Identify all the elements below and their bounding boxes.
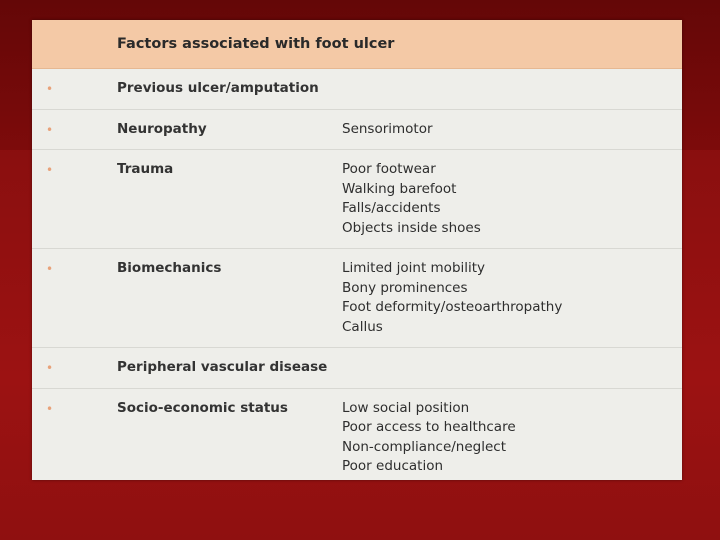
bullet-icon: • — [46, 163, 54, 177]
detail-item: Bony prominences — [342, 279, 468, 296]
factor-details — [342, 399, 682, 477]
detail-item: Low social position — [342, 399, 470, 416]
table-row — [32, 150, 682, 249]
factor-details — [342, 79, 682, 99]
detail-item: Non-compliance/neglect — [342, 438, 506, 455]
factor-details — [342, 120, 682, 140]
bullet-icon: • — [46, 262, 54, 276]
factor-label: Socio-economic status — [117, 399, 288, 416]
factor-label: Peripheral vascular disease — [117, 359, 328, 375]
bullet-icon: • — [46, 401, 54, 416]
factor-details — [342, 259, 682, 337]
foot-ulcer-factors-table — [32, 20, 682, 480]
detail-item: Limited joint mobility — [342, 260, 486, 276]
table-row — [32, 348, 682, 389]
factor-label: Biomechanics — [117, 260, 222, 276]
detail-item: Foot deformity/osteoarthropathy — [342, 299, 563, 315]
factor-details — [342, 160, 682, 238]
detail-item: Walking barefoot — [342, 180, 457, 197]
table-row — [32, 110, 682, 151]
bullet-icon: • — [46, 82, 54, 96]
detail-item: Poor footwear — [342, 161, 436, 177]
factor-label: Neuropathy — [117, 120, 207, 137]
table-row — [32, 389, 682, 481]
detail-item: Objects inside shoes — [342, 219, 481, 236]
detail-item: Callus — [342, 318, 383, 335]
table-header — [32, 20, 682, 69]
table-row — [32, 249, 682, 348]
detail-item: Falls/accidents — [342, 200, 441, 216]
factor-details — [417, 358, 682, 378]
detail-item: Poor education — [342, 458, 444, 474]
table-title: Factors associated with foot ulcer — [117, 36, 395, 52]
bullet-icon: • — [46, 361, 54, 375]
detail-item: Poor access to healthcare — [342, 419, 516, 435]
detail-item: Sensorimotor — [342, 120, 433, 137]
factor-label: Trauma — [117, 161, 174, 177]
bullet-icon: • — [46, 122, 54, 137]
factor-label: Previous ulcer/amputation — [117, 80, 319, 96]
table-row — [32, 69, 682, 110]
